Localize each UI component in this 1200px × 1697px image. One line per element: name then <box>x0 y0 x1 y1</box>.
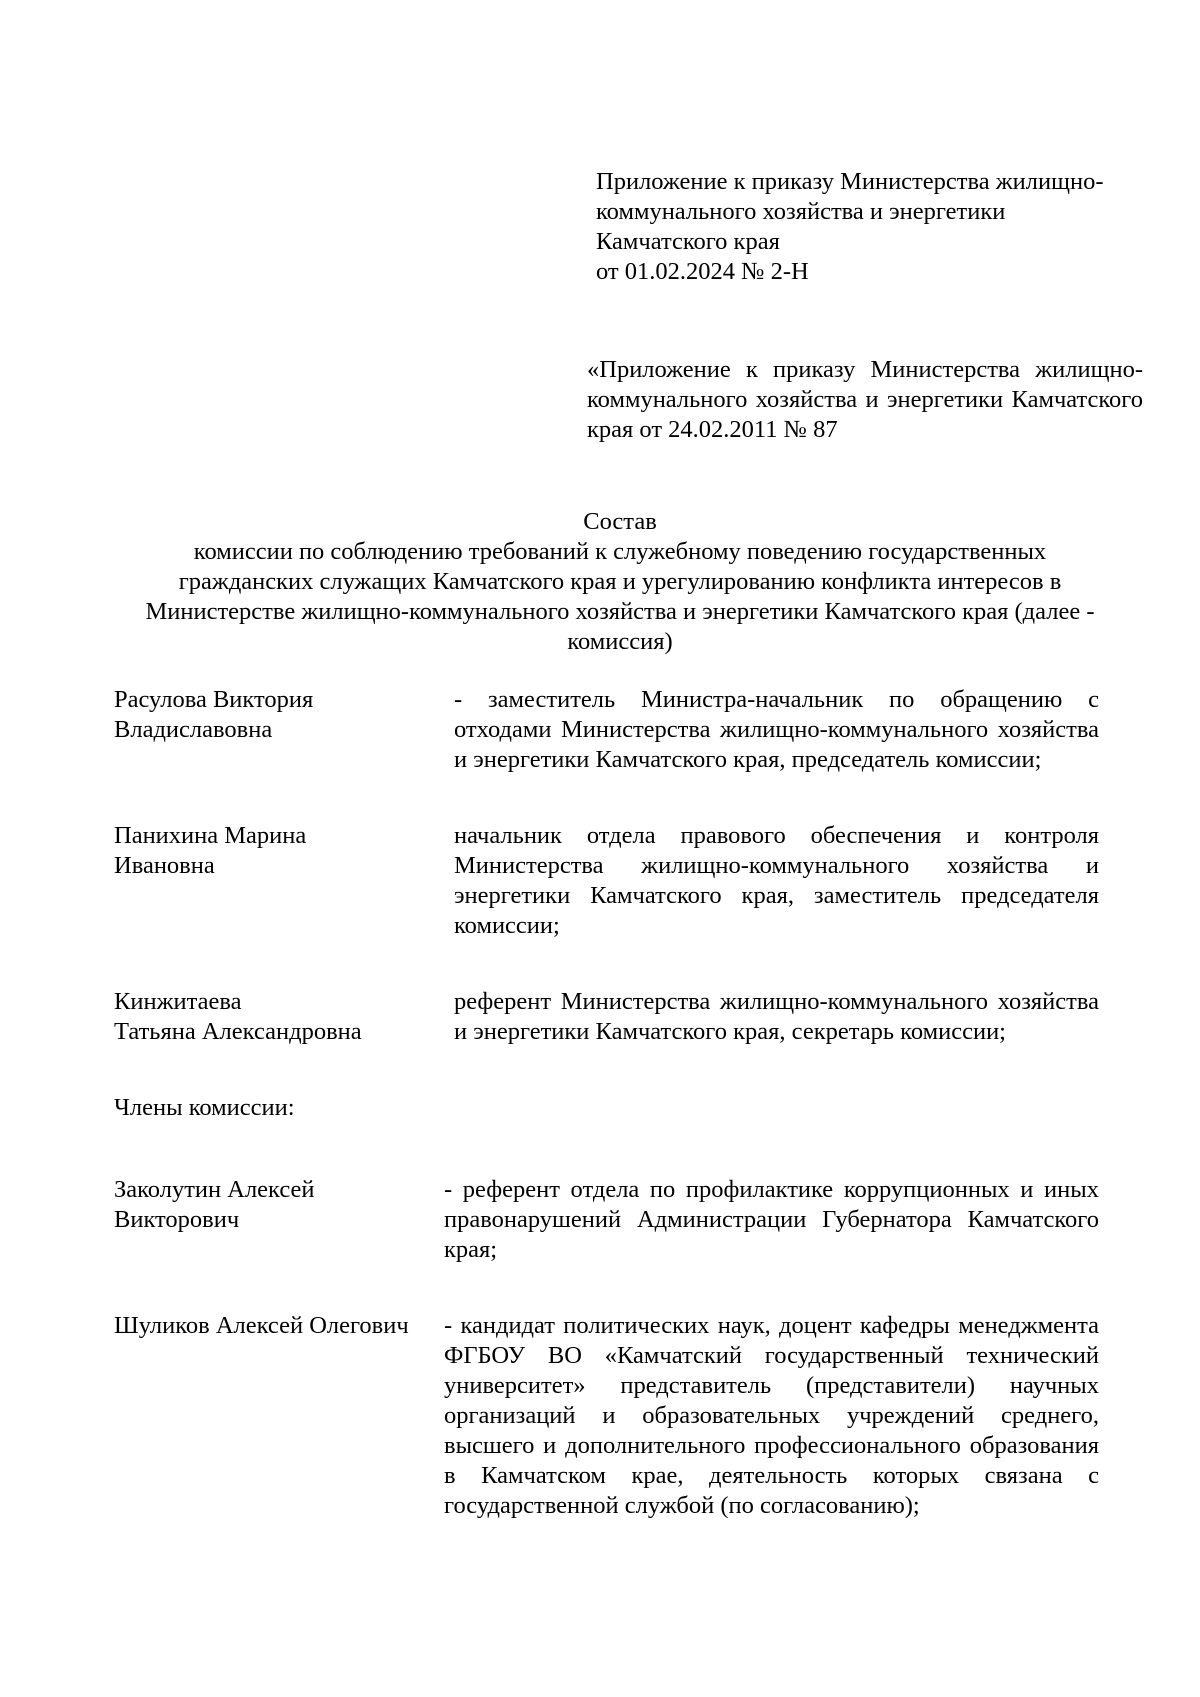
member-name-line-2: Татьяна Александровна <box>114 1018 362 1045</box>
appendix-header <box>596 167 1116 287</box>
member-description: - заместитель Министра-начальник по обращению с отходами Министерства жилищно-коммунального хозяйства и энергетики Камчатского края, председатель комиссии; <box>454 686 1099 773</box>
heading-line-3: Министерстве жилищно-коммунального хозяйства и энергетики Камчатского края (далее - <box>145 598 1095 625</box>
members-label: Члены комиссии: <box>114 1094 295 1121</box>
member-name <box>114 1175 444 1235</box>
member-name <box>114 821 454 881</box>
member-row-secretary <box>114 987 1099 1047</box>
member-name-line-2: Викторович <box>114 1206 240 1233</box>
member-description: референт Министерства жилищно-коммунального хозяйства и энергетики Камчатского края, секретарь комиссии; <box>454 988 1099 1045</box>
heading-title: Состав <box>583 508 657 535</box>
heading-line-1: комиссии по соблюдению требований к служебному поведению государственных <box>193 538 1047 565</box>
member-name-line-1: Заколутин Алексей <box>114 1176 315 1203</box>
member-name-line-1: Кинжитаева <box>114 988 242 1015</box>
appendix-line-4: от 01.02.2024 № 2-Н <box>596 258 809 285</box>
member-row <box>114 1311 1099 1521</box>
member-description: - кандидат политических наук, доцент кафедры менеджмента ФГБОУ ВО «Камчатский государственный технический университет» представитель (представители) научных организаций и образовательных учреждений среднего, высшего и дополнительного профессионального образования в Камчатском крае, деятельность которых связана с государственной службой (по согласованию); <box>444 1312 1099 1519</box>
appendix-line-2: коммунального хозяйства и энергетики <box>596 198 1006 225</box>
member-row-deputy-chair <box>114 821 1099 941</box>
member-name-line-1: Шуликов Алексей Олегович <box>114 1312 409 1339</box>
member-name-line-2: Владиславовна <box>114 716 273 743</box>
member-row-chair <box>114 685 1099 775</box>
member-name-line-2: Ивановна <box>114 852 215 879</box>
appendix-line-1: Приложение к приказу Министерства жилищно- <box>596 168 1104 195</box>
member-name <box>114 685 454 745</box>
member-name <box>114 1311 444 1341</box>
quoted-appendix-header <box>587 355 1143 445</box>
member-name <box>114 987 454 1047</box>
member-name-line-1: Расулова Виктория <box>114 686 314 713</box>
quoted-appendix-text: «Приложение к приказу Министерства жилищно-коммунального хозяйства и энергетики Камчатского края от 24.02.2011 № 87 <box>587 356 1143 443</box>
member-description: - референт отдела по профилактике коррупционных и иных правонарушений Администрации Губернатора Камчатского края; <box>444 1176 1099 1263</box>
member-row <box>114 1175 1099 1265</box>
heading-line-2: гражданских служащих Камчатского края и урегулированию конфликта интересов в <box>178 568 1062 595</box>
document-heading <box>96 507 1144 657</box>
appendix-line-3: Камчатского края <box>596 228 780 255</box>
member-description: начальник отдела правового обеспечения и контроля Министерства жилищно-коммунального хозяйства и энергетики Камчатского края, заместитель председателя комиссии; <box>454 822 1099 939</box>
member-name-line-1: Панихина Марина <box>114 822 307 849</box>
commission-members <box>114 685 1099 1521</box>
heading-line-4: комиссия) <box>567 628 673 655</box>
